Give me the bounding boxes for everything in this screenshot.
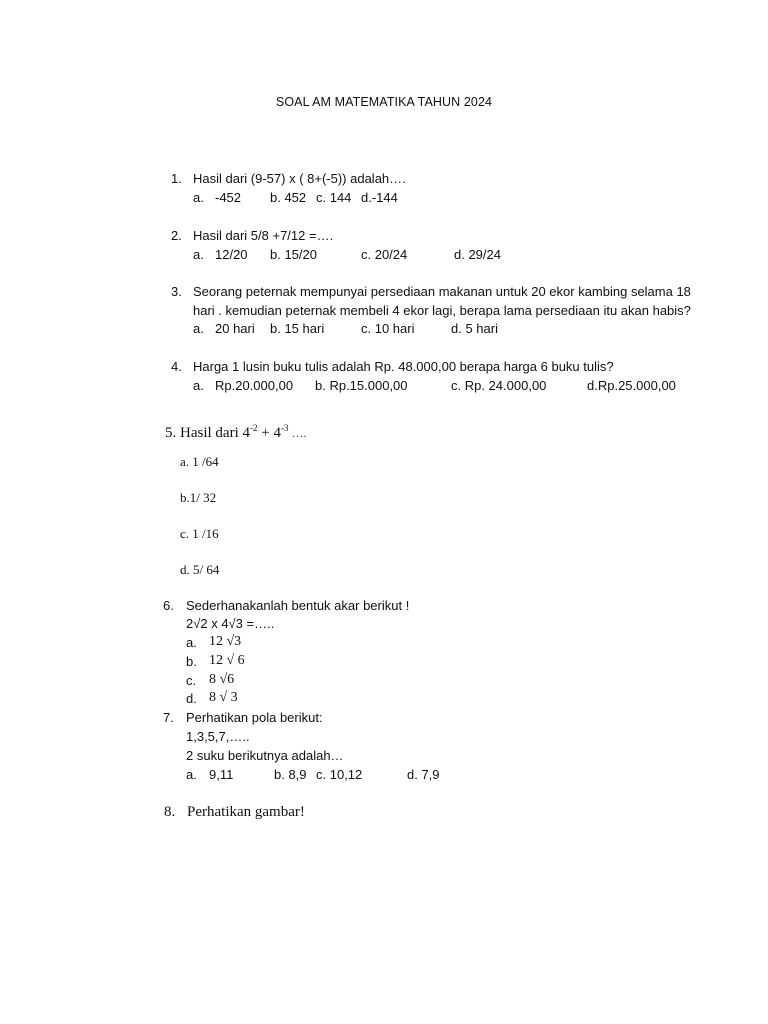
option-b: 12 √ 6 (209, 653, 245, 668)
option-c: c. Rp. 24.000,00 (451, 378, 547, 393)
question-number: 8. (164, 804, 176, 820)
option-a: a. 1 /64 (180, 454, 219, 469)
document-title: SOAL AM MATEMATIKA TAHUN 2024 (275, 95, 493, 109)
question-text: Perhatikan pola berikut: (186, 710, 323, 725)
option-a-letter: a. (193, 321, 204, 336)
option-a-letter: a. (186, 767, 197, 782)
option-c: c. 144 (316, 190, 352, 205)
question-ask: 2 suku berikutnya adalah… (186, 748, 344, 763)
question-text-mid: + 4 (257, 425, 281, 441)
question-text-prefix: 5. Hasil dari 4 (165, 425, 250, 441)
question-text-line-1: Seorang peternak mempunyai persediaan makanan untuk 20 ekor kambing selama 18 (193, 284, 691, 299)
option-a-letter: a. (193, 247, 204, 262)
question-expression: 2√2 x 4√3 =….. (186, 616, 275, 631)
option-c-letter: c. (186, 673, 197, 688)
question-text: Sederhanakanlah bentuk akar berikut ! (186, 598, 410, 613)
option-d: d.-144 (361, 190, 398, 205)
option-d: 8 √ 3 (209, 690, 238, 705)
option-c: c. 1 /16 (180, 526, 219, 541)
option-b: b. 8,9 (274, 767, 307, 782)
option-c: 8 √6 (209, 672, 235, 687)
option-b: b.1/ 32 (180, 490, 217, 505)
option-d-letter: d. (186, 691, 197, 706)
question-number: 6. (163, 598, 174, 613)
option-b-letter: b. (186, 654, 197, 669)
option-a: Rp.20.000,00 (215, 378, 294, 393)
option-a: 9,11 (209, 767, 234, 782)
option-c: c. 10 hari (361, 321, 415, 336)
option-c: c. 10,12 (316, 767, 363, 782)
question-text-line-2: hari . kemudian peternak membeli 4 ekor lagi, berapa lama persediaan itu akan habis? (193, 303, 691, 318)
option-a-letter: a. (193, 378, 204, 393)
option-b: b. Rp.15.000,00 (315, 378, 408, 393)
question-number: 1. (171, 171, 182, 186)
question-number: 3. (171, 284, 182, 299)
option-b: b. 15 hari (270, 321, 325, 336)
question-text-suffix: …. (288, 426, 307, 440)
option-a-letter: a. (193, 190, 204, 205)
option-b: b. 15/20 (270, 247, 317, 262)
question-text: Hasil dari 5/8 +7/12 =…. (193, 228, 334, 243)
option-c: c. 20/24 (361, 247, 408, 262)
question-number: 7. (163, 710, 174, 725)
option-d: d. 7,9 (407, 767, 440, 782)
question-number: 4. (171, 359, 182, 374)
option-a-letter: a. (186, 635, 197, 650)
option-a: 12 √3 (209, 634, 242, 649)
option-a: -452 (215, 190, 242, 205)
option-a: 20 hari (215, 321, 255, 336)
exponent-1: -2 (249, 423, 258, 433)
option-a: 12/20 (215, 247, 248, 262)
question-text (165, 425, 306, 442)
question-text: Perhatikan gambar! (187, 804, 305, 820)
option-b: b. 452 (270, 190, 307, 205)
question-pattern: 1,3,5,7,….. (186, 729, 250, 744)
question-number: 2. (171, 228, 182, 243)
exponent-2: -3 (280, 423, 289, 433)
question-text: Hasil dari (9-57) x ( 8+(-5)) adalah…. (193, 171, 406, 186)
option-d: d.Rp.25.000,00 (587, 378, 676, 393)
question-text: Harga 1 lusin buku tulis adalah Rp. 48.000,00 berapa harga 6 buku tulis? (193, 359, 614, 374)
option-d: d. 5/ 64 (180, 562, 220, 577)
option-d: d. 5 hari (451, 321, 498, 336)
option-d: d. 29/24 (454, 247, 501, 262)
